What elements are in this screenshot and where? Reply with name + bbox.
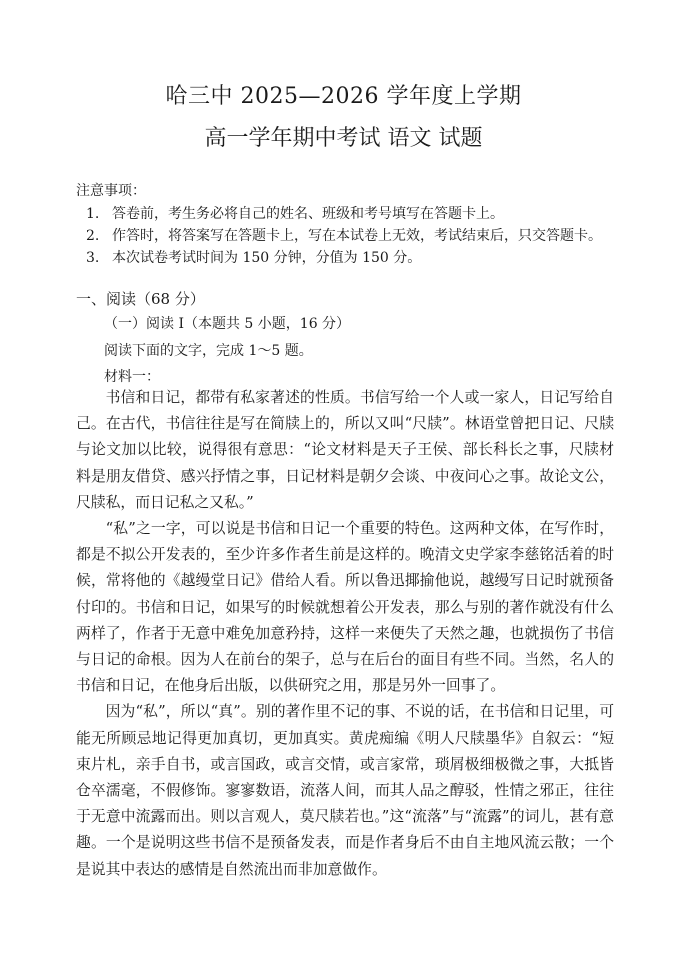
notice-item xyxy=(86,247,646,269)
section-heading: 一、阅读（68 分） xyxy=(76,290,205,308)
exam-title-subject: 高一学年期中考试 语文 试题 xyxy=(204,126,483,151)
passage-paragraph: 书信和日记，都带有私家著述的性质。书信写给一个人或一家人，日记写给自己。在古代，书信往往是写在简牍上的，所以又叫“尺牍”。林语堂曾把日记、尺牍与论文加以比较，说得很有意思：“论文材料是天子王侯、部长科长之事，尺牍材料是朋友借贷、感兴抒情之事，日记材料是朝夕会谈、中夜问心之事。故论文公，尺牍私，而日记私之又私。” xyxy=(76,389,614,511)
material-label: 材料一： xyxy=(104,369,160,385)
notice-label: 注意事项： xyxy=(76,183,146,199)
notice-item-number: 2. xyxy=(86,228,100,244)
exam-title-school-term: 哈三中 2025—2026 学年度上学期 xyxy=(165,84,522,109)
notice-item-number: 3. xyxy=(86,250,100,266)
notice-item-number: 1. xyxy=(86,206,100,222)
section-subheading: （一）阅读 I（本题共 5 小题，16 分） xyxy=(104,316,351,332)
passage-paragraph: “私”之一字，可以说是书信和日记一个重要的特色。这两种文体，在写作时，都是不拟公开发表的，至少许多作者生前是这样的。晚清文史学家李慈铭活着的时候，常将他的《越缦堂日记》借给人看。所以鲁迅揶揄他说，越缦写日记时就预备付印的。书信和日记，如果写的时候就想着公开发表，那么与别的著作就没有什么两样了，作者于无意中难免加意矜持，这样一来便失了天然之趣，也就损伤了书信与日记的命根。因为人在前台的架子，总与在后台的面目有些不同。当然，名人的书信和日记，在他身后出版，以供研究之用，那是另外一回事了。 xyxy=(76,520,614,695)
reading-passage xyxy=(76,385,614,883)
notice-list xyxy=(86,203,646,269)
notice-item xyxy=(86,203,646,225)
passage-paragraph: 因为“私”，所以“真”。别的著作里不记的事、不说的话，在书信和日记里，可能无所顾忌地记得更加真切，更加真实。黄虎痴编《明人尺牍墨华》自叙云：“短束片札，亲手自书，或言国政，或言交情，或言家常，琐屑极细极微之事，大抵皆仓卒濡毫，不假修饰。寥寥数语，流落人间，而其人品之醇驳，性情之邪正，往往于无意中流露而出。则以言观人，莫尺牍若也。”这“流落”与“流露”的词儿，甚有意趣。一个是说明这些书信不是预备发表，而是作者身后不由自主地风流云散；一个是说其中表达的感情是自然流出而非加意做作。 xyxy=(76,703,614,878)
notice-item-text: 本次试卷考试时间为 150 分钟，分值为 150 分。 xyxy=(112,250,422,266)
reading-instruction: 阅读下面的文字，完成 1～5 题。 xyxy=(104,343,313,359)
notice-item xyxy=(86,225,646,247)
notice-item-text: 答卷前，考生务必将自己的姓名、班级和考号填写在答题卡上。 xyxy=(112,206,504,222)
notice-item-text: 作答时，将答案写在答题卡上，写在本试卷上无效，考试结束后，只交答题卡。 xyxy=(112,228,602,244)
